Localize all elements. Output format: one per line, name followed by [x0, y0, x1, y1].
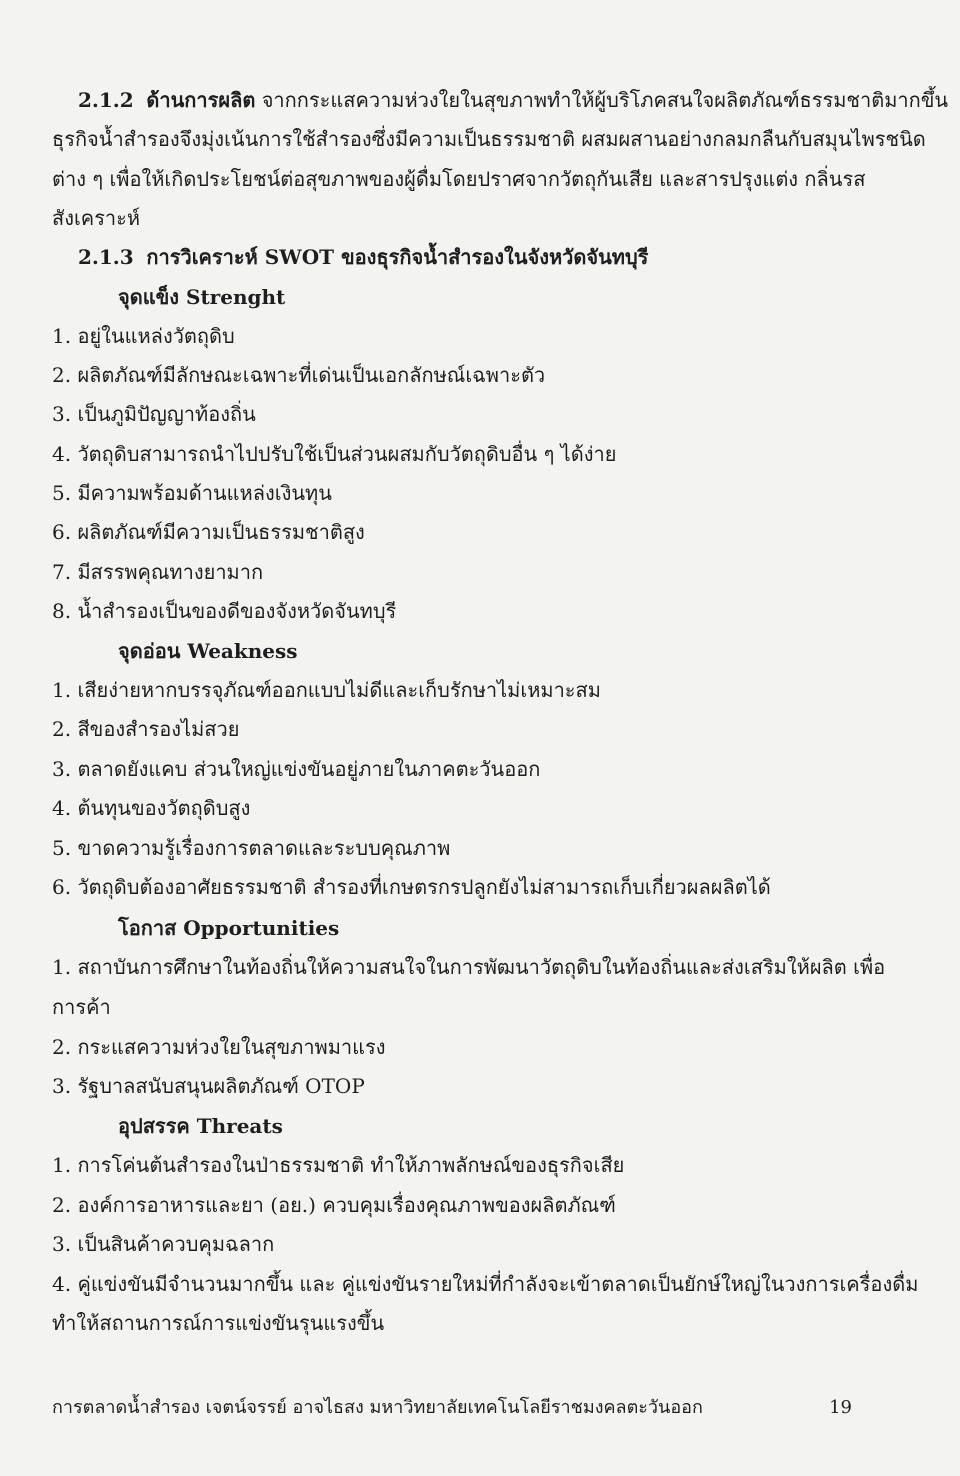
threats-item: 4. คู่แข่งขันมีจำนวนมากขึ้น และ คู่แข่งขันรายใหม่ที่กำลังจะเข้าตลาดเป็นยักษ์ใหญ่ในวงการเครื่องดื่ม: [52, 1272, 919, 1296]
page-footer: การตลาดน้ำสำรอง เจตน์จรรย์ อาจไธสง มหาวิทยาลัยเทคโนโลยีราชมงคลตะวันออก: [52, 1397, 703, 1418]
opportunities-item: 2. กระแสความห่วงใยในสุขภาพมาแรง: [52, 1035, 386, 1059]
section-2-1-3-heading: [78, 237, 878, 277]
section-2-1-3-number: 2.1.3: [78, 245, 134, 269]
opportunities-heading: โอกาส Opportunities: [118, 916, 340, 940]
strength-heading: จุดแข็ง Strenght: [118, 285, 286, 309]
strength-item: 1. อยู่ในแหล่งวัตถุดิบ: [52, 324, 235, 348]
weakness-item: 2. สีของสำรองไม่สวย: [52, 717, 240, 741]
strength-item: 5. มีความพร้อมด้านแหล่งเงินทุน: [52, 481, 332, 505]
threats-item: 1. การโค่นต้นสำรองในป่าธรรมชาติ ทำให้ภาพลักษณ์ของธุรกิจเสีย: [52, 1153, 625, 1177]
weakness-heading: จุดอ่อน Weakness: [118, 639, 298, 663]
section-2-1-2-title: ด้านการผลิต: [146, 88, 256, 112]
opportunities-item: 3. รัฐบาลสนับสนุนผลิตภัณฑ์ OTOP: [52, 1074, 365, 1098]
opportunities-item: 1. สถาบันการศึกษาในท้องถิ่นให้ความสนใจในการพัฒนาวัตถุดิบในท้องถิ่นและส่งเสริมให้ผลิต เพื่อ: [52, 955, 886, 979]
section-2-1-2-number: 2.1.2: [78, 88, 134, 112]
page-number: 19: [829, 1397, 852, 1418]
section-2-1-3-title: การวิเคราะห์ SWOT ของธุรกิจน้ำสำรองในจังหวัดจันทบุรี: [146, 245, 649, 269]
weakness-item: 1. เสียง่ายหากบรรจุภัณฑ์ออกแบบไม่ดีและเก็บรักษาไม่เหมาะสม: [52, 678, 601, 702]
threats-heading: อุปสรรค Threats: [118, 1114, 283, 1138]
weakness-item: 6. วัตถุดิบต้องอาศัยธรรมชาติ สำรองที่เกษตรกรปลูกยังไม่สามารถเก็บเกี่ยวผลผลิตได้: [52, 875, 771, 899]
threats-item: 2. องค์การอาหารและยา (อย.) ควบคุมเรื่องคุณภาพของผลิตภัณฑ์: [52, 1193, 616, 1217]
section-2-1-2-line-1: [78, 80, 949, 120]
section-2-1-2-line-4: สังเคราะห์: [52, 206, 141, 230]
strength-item: 6. ผลิตภัณฑ์มีความเป็นธรรมชาติสูง: [52, 520, 365, 544]
weakness-item: 4. ต้นทุนของวัตถุดิบสูง: [52, 796, 251, 820]
opportunities-item-continued: การค้า: [52, 995, 111, 1019]
section-2-1-2-line-2: ธุรกิจน้ำสำรองจึงมุ่งเน้นการใช้สำรองซึ่งมีความเป็นธรรมชาติ ผสมผสานอย่างกลมกลืนกับสมุนไพรชนิด: [52, 127, 926, 151]
strength-item: 3. เป็นภูมิปัญญาท้องถิ่น: [52, 402, 256, 426]
weakness-item: 5. ขาดความรู้เรื่องการตลาดและระบบคุณภาพ: [52, 836, 451, 860]
strength-item: 7. มีสรรพคุณทางยามาก: [52, 560, 264, 584]
section-2-1-2-line-3: ต่าง ๆ เพื่อให้เกิดประโยชน์ต่อสุขภาพของผู้ดื่มโดยปราศจากวัตถุกันเสีย และสารปรุงแต่ง กลิ่นรส: [52, 167, 866, 191]
strength-item: 2. ผลิตภัณฑ์มีลักษณะเฉพาะที่เด่นเป็นเอกลักษณ์เฉพาะตัว: [52, 363, 546, 387]
threats-item: 3. เป็นสินค้าควบคุมฉลาก: [52, 1232, 275, 1256]
weakness-item: 3. ตลาดยังแคบ ส่วนใหญ่แข่งขันอยู่ภายในภาคตะวันออก: [52, 757, 541, 781]
strength-item: 4. วัตถุดิบสามารถนำไปปรับใช้เป็นส่วนผสมกับวัตถุดิบอื่น ๆ ได้ง่าย: [52, 442, 617, 466]
section-2-1-2-text: จากกระแสความห่วงใยในสุขภาพทำให้ผู้บริโภคสนใจผลิตภัณฑ์ธรรมชาติมากขึ้น: [261, 88, 949, 112]
threats-item-continued: ทำให้สถานการณ์การแข่งขันรุนแรงขึ้น: [52, 1311, 385, 1335]
strength-item: 8. น้ำสำรองเป็นของดีของจังหวัดจันทบุรี: [52, 599, 397, 623]
